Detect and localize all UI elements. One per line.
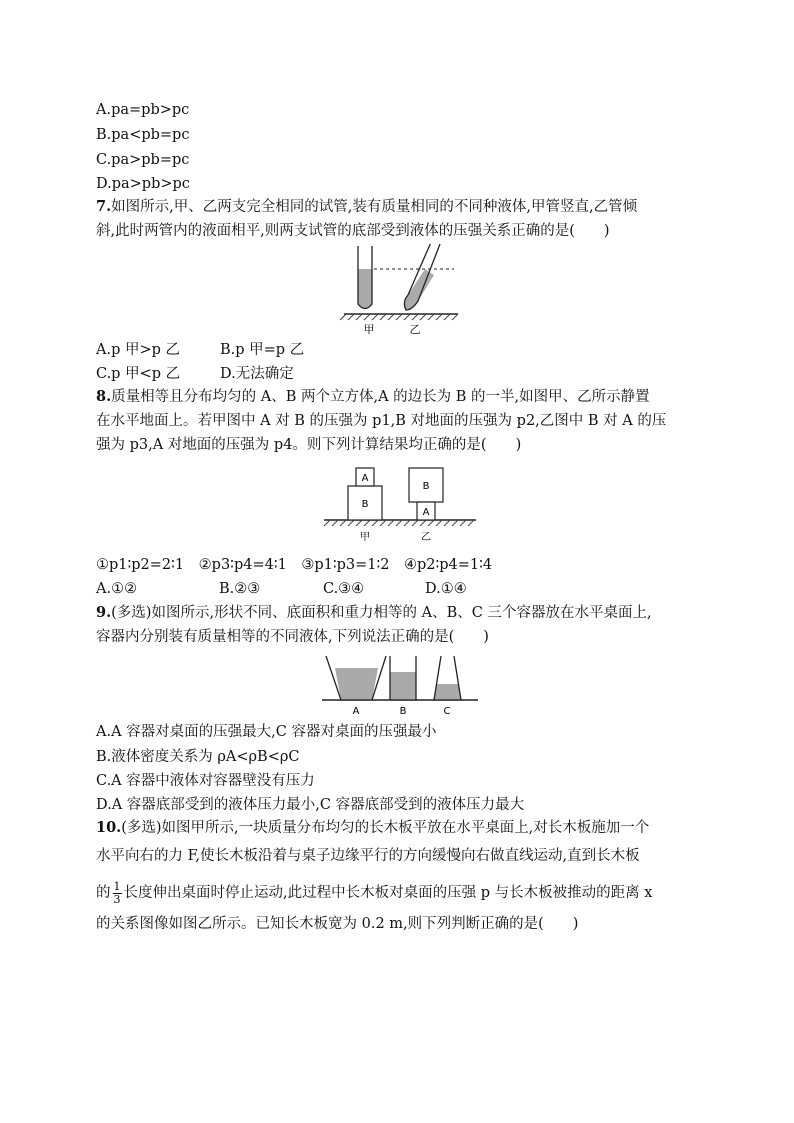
q7-option-d: D.无法确定 xyxy=(220,366,294,382)
q7-option-b: B.p 甲=p 乙 xyxy=(220,342,305,358)
q8-line-3: 强为 p3,A 对地面的压强为 p4。则下列计算结果均正确的是( ) xyxy=(96,437,522,453)
q8-option-b: B.②③ xyxy=(219,581,261,597)
q9-line-2: 容器内分别装有质量相等的不同液体,下列说法正确的是( ) xyxy=(96,629,489,645)
q7-label-yi: 乙 xyxy=(409,323,421,336)
q10-fraction xyxy=(113,881,122,906)
q9-number: 9. xyxy=(96,604,112,621)
q7-number: 7. xyxy=(96,198,112,215)
q6-option-a: A.pa=pb>pc xyxy=(96,102,190,118)
q8-statements: ①p1∶p2=2∶1 ②p3∶p4=4∶1 ③p1∶p3=1∶2 ④p2∶p4=1∶4 xyxy=(96,557,493,573)
q8-option-a: A.①② xyxy=(96,581,138,597)
q9-label-a: A xyxy=(352,706,360,717)
q10-text-3-post: 长度伸出桌面时停止运动,此过程中长木板对桌面的压强 p 与长木板被推动的距离 x xyxy=(123,885,653,901)
q9-label-b: B xyxy=(399,706,407,717)
q9-text-1: (多选)如图所示,形状不同、底面积和重力相等的 A、B、C 三个容器放在水平桌面上, xyxy=(111,605,652,621)
q7-option-a: A.p 甲>p 乙 xyxy=(96,342,181,358)
q9-label-c: C xyxy=(443,706,451,717)
q8-number: 8. xyxy=(96,388,112,405)
q8-line-1 xyxy=(96,387,650,407)
q10-number: 10. xyxy=(96,819,122,836)
q10-text-1: (多选)如图甲所示,一块质量分布均匀的长木板平放在水平桌面上,对长木板施加一个 xyxy=(121,820,650,836)
q8-label-a-bottom: A xyxy=(422,507,430,518)
q9-option-d: D.A 容器底部受到的液体压力最小,C 容器底部受到的液体压力最大 xyxy=(96,797,525,813)
q7-text-1: 如图所示,甲、乙两支完全相同的试管,装有质量相同的不同种液体,甲管竖直,乙管倾 xyxy=(111,199,638,215)
q9-option-a: A.A 容器对桌面的压强最大,C 容器对桌面的压强最小 xyxy=(96,724,437,740)
q10-line-2: 水平向右的力 F,使长木板沿着与桌子边缘平行的方向缓慢向右做直线运动,直到长木板 xyxy=(96,848,640,864)
q7-label-jia: 甲 xyxy=(363,323,375,336)
q10-line-3 xyxy=(96,876,652,910)
q7-option-c: C.p 甲<p 乙 xyxy=(96,366,181,382)
q8-line-2: 在水平地面上。若甲图中 A 对 B 的压强为 p1,B 对地面的压强为 p2,乙图中 B 对 A 的压 xyxy=(96,413,667,429)
q10-line-1 xyxy=(96,818,649,838)
q8-label-b-bottom: B xyxy=(361,499,369,510)
q6-option-d: D.pa>pb>pc xyxy=(96,176,190,192)
q9-figure-containers xyxy=(320,650,480,720)
q7-figure-test-tubes xyxy=(336,244,466,336)
q10-text-3-pre: 的 xyxy=(96,885,111,901)
q8-label-a-top: A xyxy=(361,473,369,484)
q8-figure-cubes xyxy=(320,458,480,546)
q7-line-1 xyxy=(96,197,637,217)
q10-fraction-denominator: 3 xyxy=(113,892,121,906)
q8-label-b-top: B xyxy=(422,481,430,492)
q9-line-1 xyxy=(96,603,652,623)
q6-option-c: C.pa>pb=pc xyxy=(96,152,190,168)
q8-option-d: D.①④ xyxy=(425,581,467,597)
q7-line-2: 斜,此时两管内的液面相平,则两支试管的底部受到液体的压强关系正确的是( ) xyxy=(96,223,610,239)
q8-text-1: 质量相等且分布均匀的 A、B 两个立方体,A 的边长为 B 的一半,如图甲、乙所示静置 xyxy=(111,389,650,405)
q9-option-c: C.A 容器中液体对容器壁没有压力 xyxy=(96,773,315,789)
q9-option-b: B.液体密度关系为 ρA<ρB<ρC xyxy=(96,749,300,765)
q8-label-jia: 甲 xyxy=(360,532,370,543)
q10-line-4: 的关系图像如图乙所示。已知长木板宽为 0.2 m,则下列判断正确的是( ) xyxy=(96,916,579,932)
q10-fraction-numerator: 1 xyxy=(113,879,121,893)
q8-option-c: C.③④ xyxy=(323,581,365,597)
q6-option-b: B.pa<pb=pc xyxy=(96,127,190,143)
q8-label-yi: 乙 xyxy=(421,532,431,543)
